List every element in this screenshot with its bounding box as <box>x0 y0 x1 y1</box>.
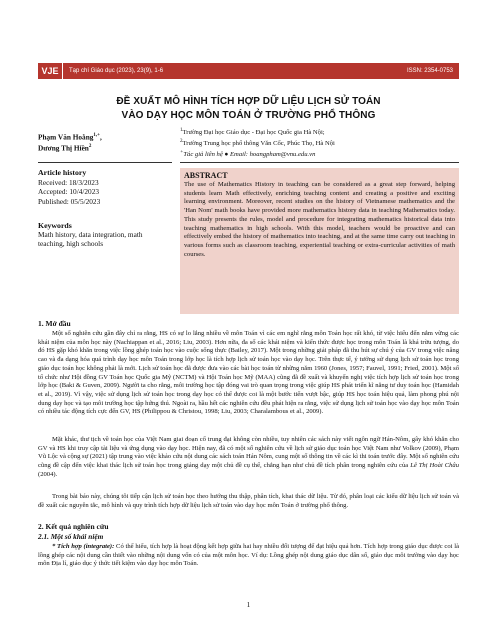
paragraph-4: * Tích hợp (integrate): Có thể hiểu, tích hợp là hoạt động kết hợp giữa hai hay nhiều đối tượng để đạt hiệu quả hơn. Tích hợp trong giáo dục được coi là lồng ghép các nội dung cần thiết vào những nội dung vốn có của một môn học. Ví dụ: Lồng ghép nội dung giáo dục dân số, giáo dục môi trường vào dạy học môn Địa lí, giáo dục ý thức tiết kiệm vào dạy học môn Toán. <box>38 543 459 568</box>
authors <box>38 131 176 153</box>
journal-header <box>38 63 459 79</box>
section-2-heading: 2. Kết quả nghiên cứu <box>38 522 109 531</box>
keywords-text: Math history, data integration, math teaching, high schools <box>38 230 143 249</box>
abstract-text: The use of Mathematics History in teaching can be considered as a great step forward, helping students learn Math effectively, enriching teaching content and creating a positive and exciting learning environment. Moreover, recent studies on the history of Vietnamese mathematics and the 'Han Nom' math books have provided more mathematics history data in teaching Mathematics today. This study presents the rules, model and procedure for integrating mathematics historical data into teaching mathematics in high schools. With this model, teachers would be proactive and can effectively embed the history of mathematics into teaching, and at the same time carry out teaching in various forms such as classroom teaching, experiential teaching or extra-curricular activities of math courses. <box>184 181 455 258</box>
page-number: 1 <box>246 600 251 609</box>
paragraph-3: Trong bài báo này, chúng tôi tiếp cận lịch sử toán học theo hướng thu thập, phân tích, khai thác dữ liệu. Từ đó, phân loại các kiểu dữ liệu lịch sử toán và đề xuất các nguyên tắc, mô hình và quy trình tích hợp dữ liệu lịch sử toán vào dạy học môn Toán ở trường phổ thông. <box>38 493 459 509</box>
divider-left <box>38 162 172 163</box>
affiliation-2: $^2$Trường Trung học phổ thông Văn Cốc, Phúc Thọ, Hà Nội <box>180 139 335 148</box>
divider-right <box>180 162 459 163</box>
abstract-box <box>180 168 459 314</box>
article-title-line-1: ĐỀ XUẤT MÔ HÌNH TÍCH HỢP DỮ LIỆU LỊCH SỬ TOÁN <box>116 96 381 107</box>
received-date: Received: 18/3/2023 <box>38 178 99 187</box>
author-2: Dương Thị Hiền$^2$ <box>38 143 92 153</box>
article-history <box>38 178 100 206</box>
journal-logo: VJE <box>38 63 63 79</box>
author-1: Phạm Văn Hoằng$^{1,+}$, <box>38 132 102 142</box>
corresponding-author: +Tác giả liên hệ ● Email: hoangpham@vnu.edu.vn <box>180 150 316 159</box>
abstract-heading: ABSTRACT <box>184 171 228 180</box>
affiliation-1: $^1$Trường Đại học Giáo dục - Đại học Quốc gia Hà Nội; <box>180 128 325 137</box>
article-title-line-2: VÀO DẠY HỌC MÔN TOÁN Ở TRƯỜNG PHỔ THÔNG <box>121 110 376 121</box>
keywords-heading: Keywords <box>38 221 72 230</box>
paragraph-2: Mặt khác, thư tịch về toán học của Việt Nam giai đoạn cổ trung đại không còn nhiều, tuy nhiên các sách này viết ngôn ngữ Hán-Nôm, gây khó khăn cho GV và HS khi truy cập tài liệu và ứng dụng vào dạy học. Hiện nay, đã có một số nghiên cứu về lịch sử giáo dục toán học Việt Nam như Volkov (2009), Phạm Vũ Lộc và cộng sự (2021) tập trung vào việc khảo cứu nội dung các sách toán Hán Nôm, cung một số thông tin về các kì thi toán trước đây. Một số nghiên cứu cũng đề cập đến việc khai thác lịch sử toán học trong giảng dạy một chủ đề cụ thể, chẳng hạn như chủ đề tích phân trong nghiên cứu của Lê Thị Hoài Châu (2004). <box>38 436 460 478</box>
journal-citation: Tạp chí Giáo dục (2023), 23(9), 1-6 <box>69 68 164 74</box>
article-history-heading: Article history <box>38 168 87 177</box>
published-date: Published: 05/5/2023 <box>38 196 101 206</box>
section-1-heading: 1. Mở đầu <box>38 319 71 328</box>
subsection-2-1-heading: 2.1. Một số khái niệm <box>38 532 104 541</box>
issn: ISSN: 2354-0753 <box>406 68 453 74</box>
accepted-date: Accepted: 10/4/2023 <box>38 187 99 197</box>
affiliations <box>180 126 460 160</box>
paragraph-1: Một số nghiên cứu gần đây chỉ ra rằng, HS có sự lo lắng nhiều về môn Toán vì các em nghĩ rằng môn Toán học rất khó, từ việc hiểu đến nắm vững các khái niệm của môn học này (Nachiappan et al., 2016; Liu, 2003). Hơn nữa, đa số các khái niệm và kiến thức được học trong môn Toán là khá trừu tượng, do đó HS gặp khó khăn trong việc lồng ghép toán học vào cuộc sống thực (Bailey, 2017). Một trong những giải pháp đã thu hút sự chú ý của GV trong việc nâng cao và đa dạng hóa quá trình dạy học môn Toán trong lớp học là tích hợp lịch sử toán học vào dạy học. Trên thực tế, ý tưởng sử dụng lịch sử toán học trong giáo dục toán học không phải là mới. Lịch sử toán học đã được đưa vào các bài học toán từ những năm 1960 (Jones, 1957; Fauvel, 1991; Fried, 2001). Một số tổ chức như Hội đồng GV Toán học Quốc gia Mỹ (NCTM) và Hội Toán học Mỹ (MAA) cũng đã đề xuất và khuyến nghị việc tích hợp lịch sử toán học trong lớp học (Baki & Guven, 2009). Người ta cho rằng, môi trường học tập đóng vai trò quan trọng trong việc giúp HS phát triển kĩ năng tư duy toán học (Hamidah et al., 2019). Vì vậy, việc sử dụng lịch sử toán học trong dạy học có thể được coi là một bước tiến vượt bậc, giúp HS học toán hiệu quả, làm phong phú nội dung dạy học và tạo môi trường học tập hứng thú. Ngoài ra, hầu hết các nghiên cứu đều phát hiện ra rằng, việc sử dụng lịch sử toán học vào dạy học môn Toán có nhiều tác động tích cực đến GV, HS (Philippou & Christou, 1998; Liu, 2003; Charalambous et al., 2009). <box>38 330 459 416</box>
